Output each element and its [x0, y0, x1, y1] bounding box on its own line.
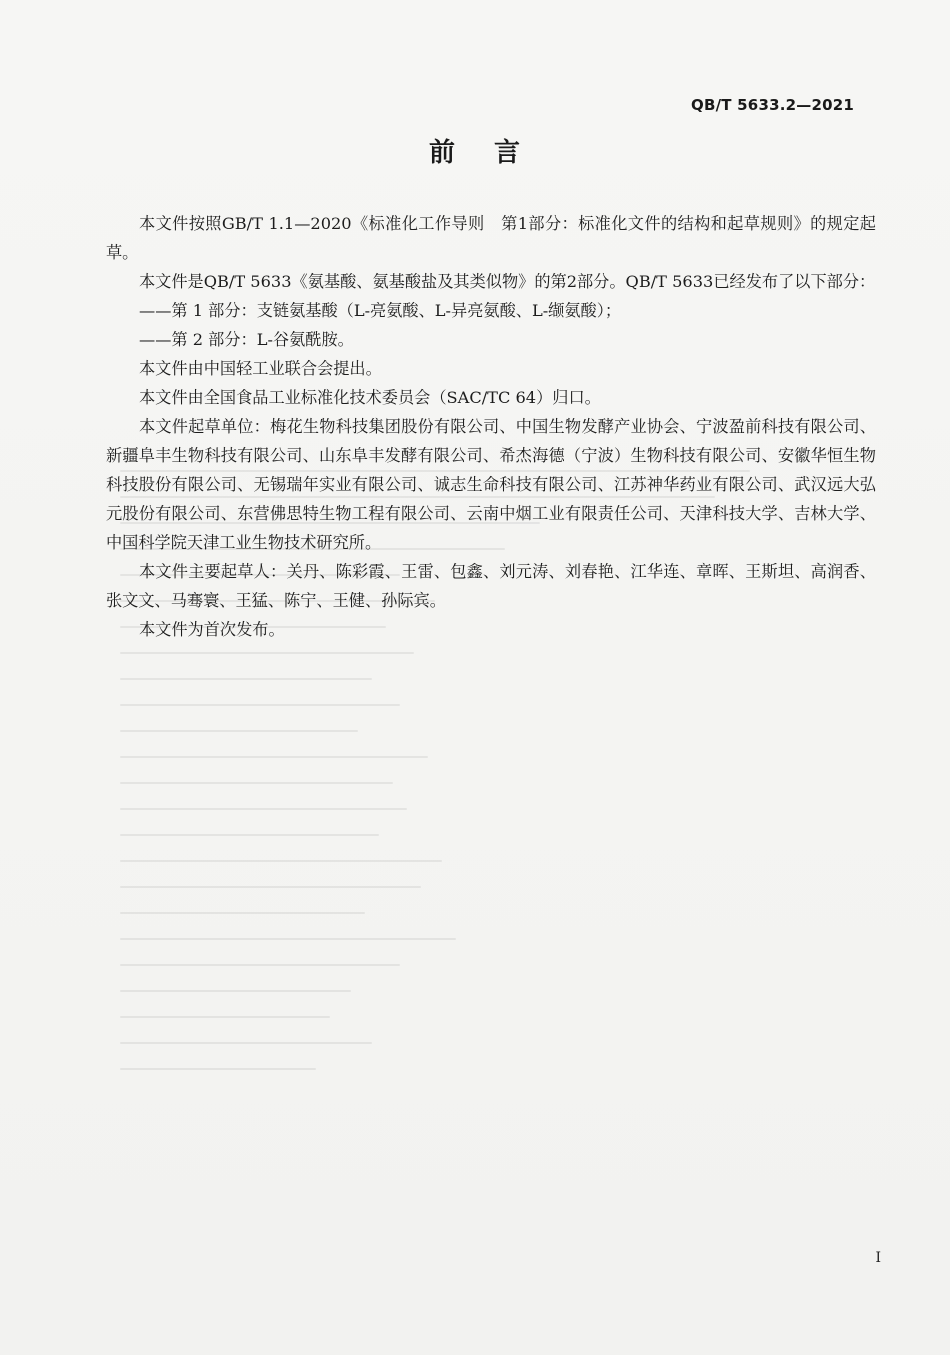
standard-number: QB/T 5633.2—2021: [691, 96, 854, 114]
title-char-2: 言: [494, 138, 522, 168]
paragraph-drafting-rules: 本文件按照GB/T 1.1—2020《标准化工作导则 第1部分：标准化文件的结构和起草规则》的规定起草。: [106, 214, 876, 262]
paragraph-drafting-units: 本文件起草单位：梅花生物科技集团股份有限公司、中国生物发酵产业协会、宁波盈前科技有限公司、新疆阜丰生物科技有限公司、山东阜丰发酵有限公司、希杰海德（宁波）生物科技有限公司、安徽华恒生物科技股份有限公司、无锡瑞年实业有限公司、诚志生命科技有限公司、江苏神华药业有限公司、武汉远大弘元股份有限公司、东营佛思特生物工程有限公司、云南中烟工业有限责任公司、天津科技大学、吉林大学、中国科学院天津工业生物技术研究所。: [106, 417, 876, 552]
page-title: [0, 132, 950, 169]
paragraph-proposer: 本文件由中国轻工业联合会提出。: [139, 359, 382, 378]
paragraph-committee: 本文件由全国食品工业标准化技术委员会（SAC/TC 64）归口。: [139, 388, 601, 407]
page-number: I: [875, 1250, 881, 1266]
paragraph-drafters: 本文件主要起草人：关丹、陈彩霞、王雷、包鑫、刘元涛、刘春艳、江华连、章晖、王斯坦、高润香、张文文、马骞寰、王猛、陈宁、王健、孙际宾。: [106, 562, 876, 610]
list-item-part-2: ——第 2 部分：L-谷氨酰胺。: [139, 330, 354, 349]
paragraph-parts-intro: 本文件是QB/T 5633《氨基酸、氨基酸盐及其类似物》的第2部分。QB/T 5633已经发布了以下部分：: [139, 272, 876, 291]
list-item-part-1: ——第 1 部分：支链氨基酸（L-亮氨酸、L-异亮氨酸、L-缬氨酸）；: [139, 301, 622, 320]
title-char-1: 前: [428, 138, 456, 168]
foreword-body: [106, 209, 876, 644]
paragraph-first-release: 本文件为首次发布。: [139, 620, 285, 639]
